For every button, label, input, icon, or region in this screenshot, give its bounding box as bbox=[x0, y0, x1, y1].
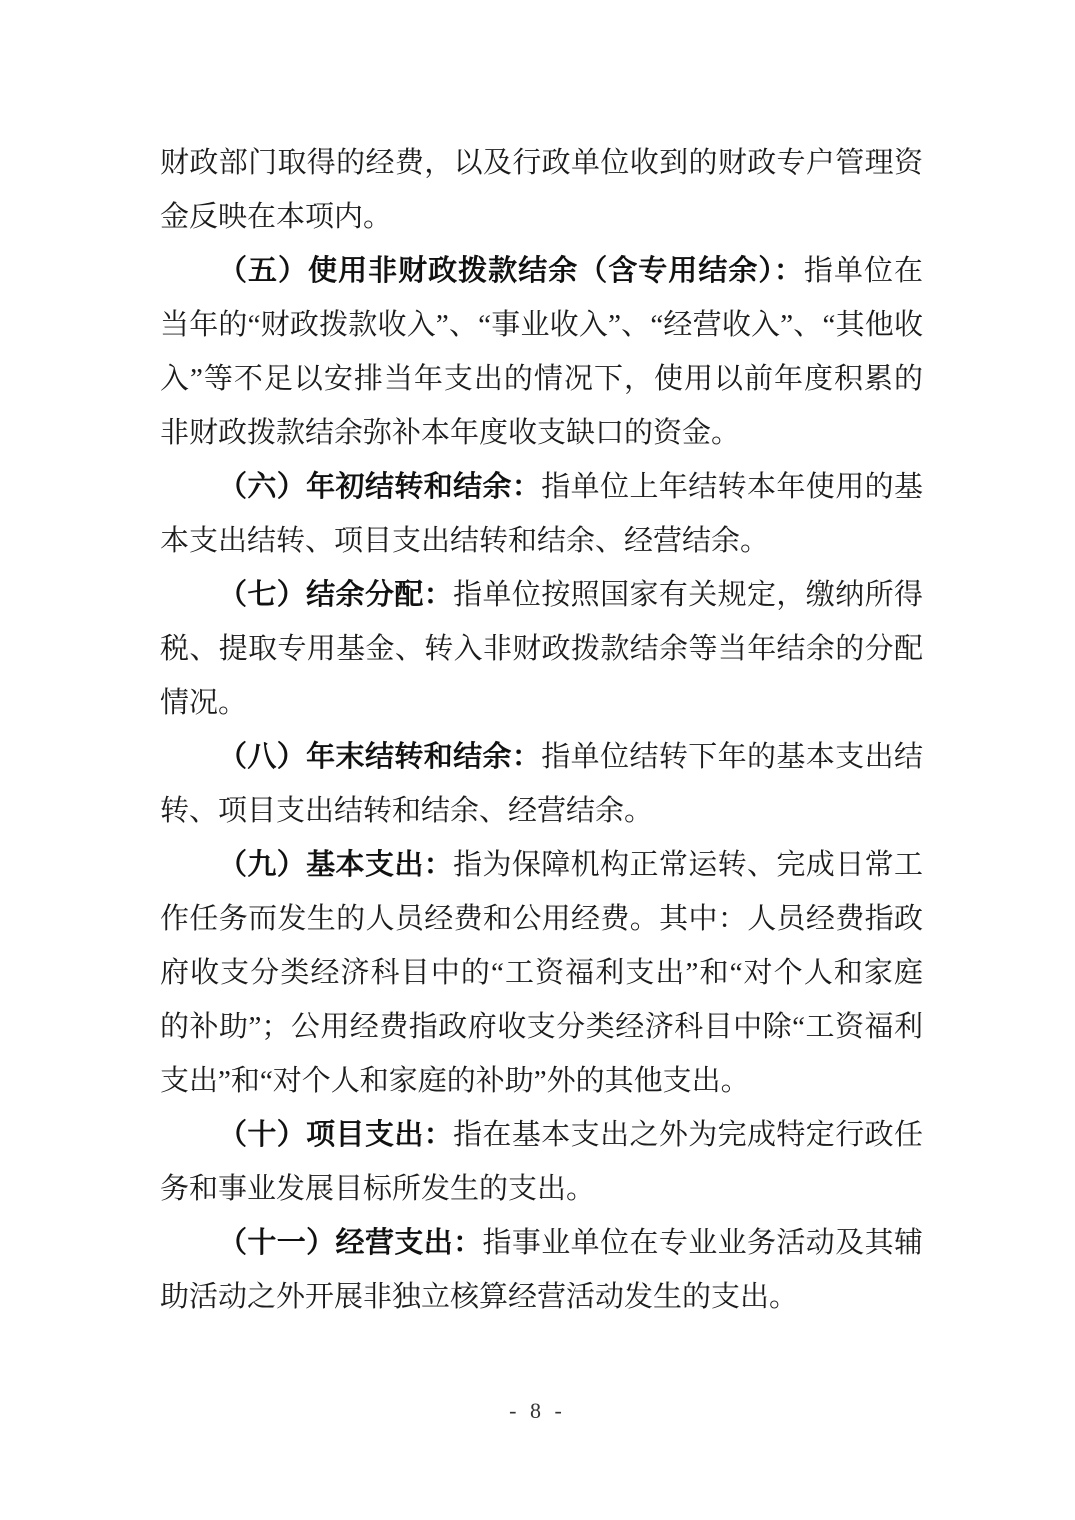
document-body bbox=[160, 136, 923, 1324]
paragraph bbox=[160, 730, 923, 838]
page-footer bbox=[0, 1398, 1075, 1424]
paragraph bbox=[160, 1108, 923, 1216]
paragraph bbox=[160, 136, 923, 244]
page-number: - 8 - bbox=[509, 1398, 566, 1423]
paragraph-label: （七）结余分配： bbox=[218, 579, 454, 611]
paragraph-text: 指单位在当年的“财政拨款收入”、“事业收入”、“经营收入”、“其他收入”等不足以安排当年支出的情况下，使用以前年度积累的非财政拨款结余弥补本年度收支缺口的资金。 bbox=[160, 255, 923, 449]
paragraph bbox=[160, 460, 923, 568]
paragraph-text: 指在基本支出之外为完成特定行政任务和事业发展目标所发生的支出。 bbox=[160, 1119, 923, 1205]
paragraph-label: （五）使用非财政拨款结余（含专用结余）： bbox=[218, 255, 804, 287]
paragraph bbox=[160, 244, 923, 460]
paragraph-text: 指单位按照国家有关规定，缴纳所得税、提取专用基金、转入非财政拨款结余等当年结余的分配情况。 bbox=[160, 579, 923, 719]
paragraph-label: （八）年末结转和结余： bbox=[218, 741, 542, 773]
paragraph-label: （十）项目支出： bbox=[218, 1119, 454, 1151]
paragraph-label: （六）年初结转和结余： bbox=[218, 471, 542, 503]
paragraph-text: 指单位上年结转本年使用的基本支出结转、项目支出结转和结余、经营结余。 bbox=[160, 471, 923, 557]
paragraph-label: （九）基本支出： bbox=[218, 849, 454, 881]
paragraph-text: 指事业单位在专业业务活动及其辅助活动之外开展非独立核算经营活动发生的支出。 bbox=[160, 1227, 923, 1313]
paragraph bbox=[160, 838, 923, 1108]
paragraph-text: 财政部门取得的经费，以及行政单位收到的财政专户管理资金反映在本项内。 bbox=[160, 147, 923, 233]
paragraph bbox=[160, 1216, 923, 1324]
paragraph-text: 指单位结转下年的基本支出结转、项目支出结转和结余、经营结余。 bbox=[160, 741, 923, 827]
paragraph bbox=[160, 568, 923, 730]
paragraph-text: 指为保障机构正常运转、完成日常工作任务而发生的人员经费和公用经费。其中：人员经费指政府收支分类经济科目中的“工资福利支出”和“对个人和家庭的补助”；公用经费指政府收支分类经济科目中除“工资福利支出”和“对个人和家庭的补助”外的其他支出。 bbox=[160, 849, 923, 1097]
paragraph-label: （十一）经营支出： bbox=[218, 1227, 483, 1259]
